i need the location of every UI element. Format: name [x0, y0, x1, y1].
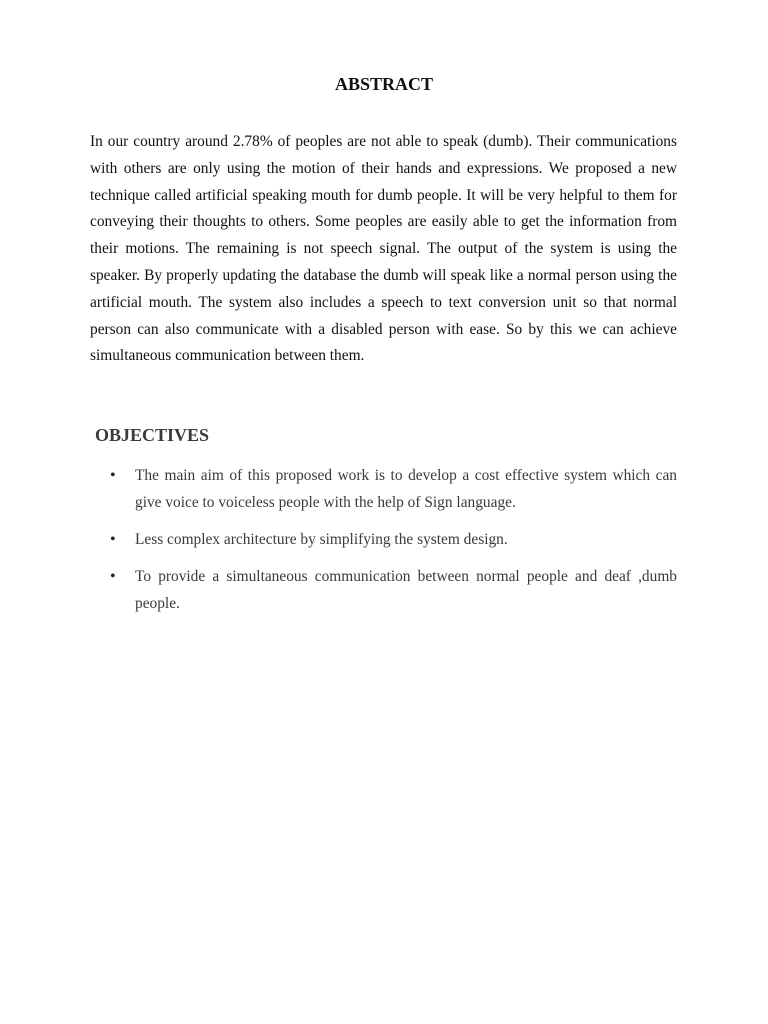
bullet-icon: • — [110, 531, 116, 548]
abstract-paragraph: In our country around 2.78% of peoples are not able to speak (dumb). Their communications with others are only using the motion of their hands and expressions. We proposed a new technique called artificial speaking mouth for dumb people. It will be very helpful to them for conveying their thoughts to others. Some peoples are easily able to get the information from their motions. The remaining is not speech signal. The output of the system is using the speaker. By properly updating the database the dumb will speak like a normal person using the artificial mouth. The system also includes a speech to text conversion unit so that normal person can also communicate with a disabled person with ease. So by this we can achieve simultaneous communication between them. — [90, 133, 677, 365]
bullet-icon: • — [110, 467, 116, 484]
objective-item — [90, 563, 677, 617]
objective-text: Less complex architecture by simplifying the system design. — [135, 531, 508, 548]
objectives-list — [90, 462, 677, 627]
abstract-heading: ABSTRACT — [334, 74, 434, 94]
objective-text: The main aim of this proposed work is to develop a cost effective system which can give voice to voiceless people with the help of Sign language. — [135, 467, 677, 511]
objectives-heading: OBJECTIVES — [95, 425, 210, 445]
objective-item — [90, 526, 677, 553]
bullet-icon: • — [110, 568, 116, 585]
objective-text: To provide a simultaneous communication between normal people and deaf ,dumb people. — [135, 568, 677, 612]
objective-item — [90, 462, 677, 516]
